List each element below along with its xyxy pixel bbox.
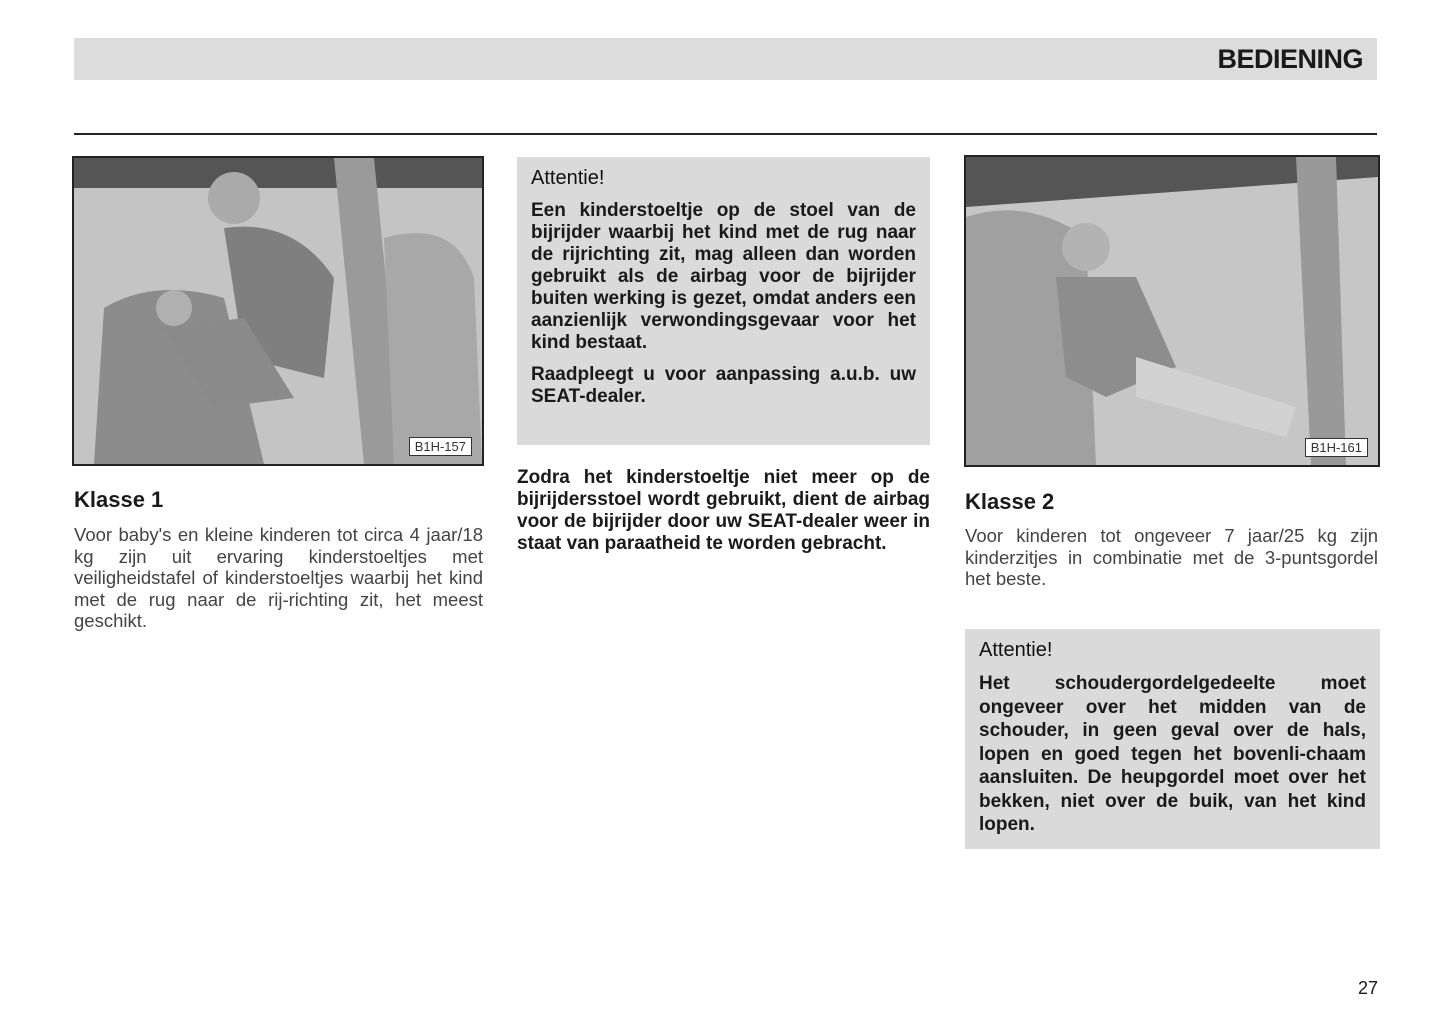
warning-title: Attentie! (531, 167, 605, 189)
warning-text-dealer: Raadpleegt u voor aanpassing a.u.b. uw SEAT-dealer. (531, 364, 916, 407)
class2-heading: Klasse 2 (965, 489, 1055, 514)
class1-text: Voor baby's en kleine kinderen tot circa 4 jaar/18 kg zijn uit ervaring kinderstoeltjes met veiligheidstafel of kinderstoeltjes waarbij het kind met de rug naar de rij-richting zit, het meest geschikt. (74, 524, 483, 631)
class2-text: Voor kinderen tot ongeveer 7 jaar/25 kg zijn kinderzitjes in combinatie met de 3-puntsgordel het beste. (965, 525, 1378, 589)
section-header (74, 38, 1377, 80)
page-number: 27 (1358, 978, 1379, 998)
warning-text: Een kinderstoeltje op de stoel van de bijrijder waarbij het kind met de rug naar de rijrichting zit, mag alleen dan worden gebruikt als de airbag voor de bijrijder buiten werking is gezet, omdat anders een aanzienlijk verwondingsgevaar voor het kind bestaat. (531, 200, 916, 353)
airbag-reactivation-text: Zodra het kinderstoeltje niet meer op de bijrijdersstoel wordt gebruikt, dient de airbag voor de bijrijder door uw SEAT-dealer weer in staat van paraatheid te worden gebracht. (517, 467, 930, 554)
figure-code: B1H-161 (1305, 438, 1368, 457)
warning-box-belt (965, 629, 1380, 849)
warning-box-airbag (517, 157, 930, 445)
warning-text: Het schoudergordelgedeelte moet ongeveer over het midden van de schouder, in geen geval over de hals, lopen en goed tegen het bovenli-chaam aansluiten. De heupgordel moet over het bekken, niet over de buik, van het kind lopen. (979, 673, 1366, 835)
divider (74, 133, 1377, 135)
figure-child-seat-rear-facing (72, 156, 484, 466)
class1-heading: Klasse 1 (74, 487, 164, 512)
figure-code: B1H-157 (409, 437, 472, 456)
figure-child-seat-belt (964, 155, 1380, 467)
warning-title: Attentie! (979, 639, 1053, 661)
section-title: BEDIENING (1217, 44, 1363, 74)
